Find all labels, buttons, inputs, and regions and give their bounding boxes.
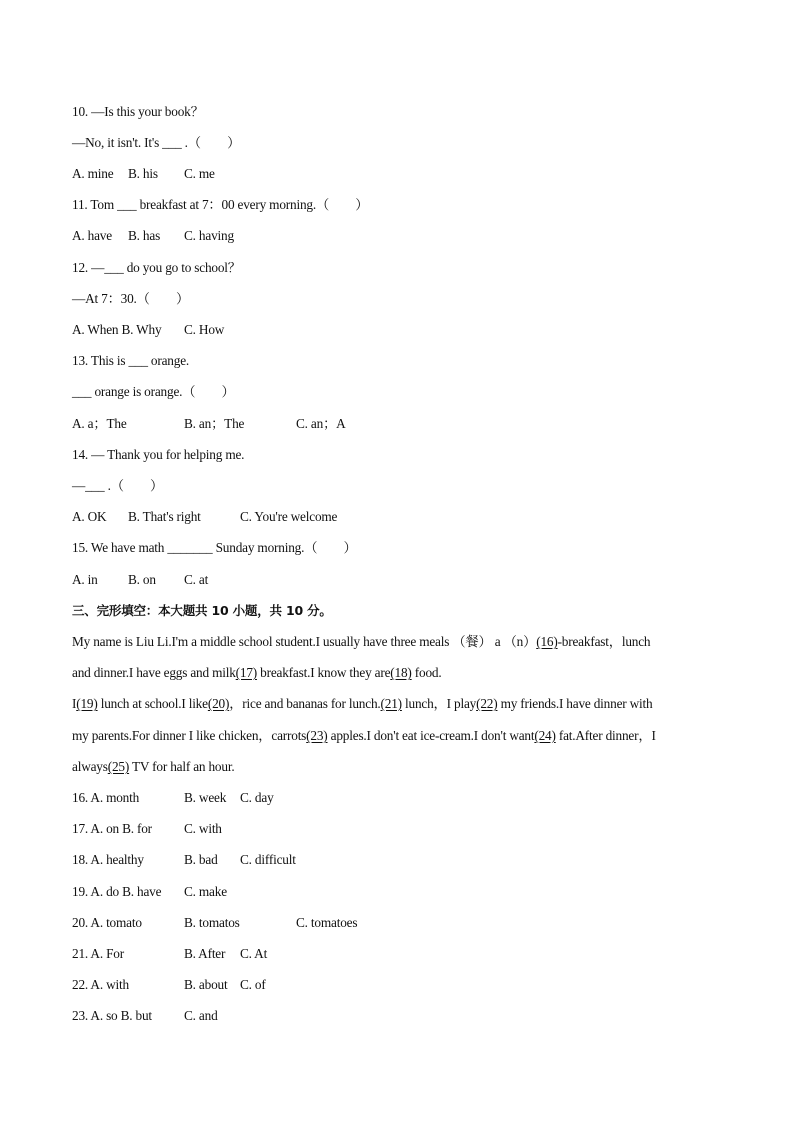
option-c: C. tomatoes [296, 915, 358, 930]
question-17-stem: 17. A. on B. for [72, 821, 152, 836]
question-13-reply: ___ orange is orange.（ ） [72, 384, 235, 399]
option-b: B. That's right [128, 509, 201, 524]
question-13-stem: 13. This is ___ orange. [72, 353, 190, 368]
option-ab: A. When B. Why [72, 322, 162, 337]
option-a: A. a；The [72, 416, 127, 431]
option-c: C. having [184, 228, 234, 243]
option-c: C. me [184, 166, 215, 181]
passage-text: lunch at school.I like [97, 696, 208, 711]
passage-line-4 [72, 728, 656, 744]
blank-18: (18) [390, 665, 412, 680]
passage-text: breakfast.I know they are [257, 665, 391, 680]
passage-text: I [72, 696, 77, 711]
option-c: C. At [240, 946, 268, 961]
blank-23: (23) [306, 728, 328, 743]
passage-text: ，rice and bananas for lunch. [229, 696, 381, 711]
question-21-stem: 21. A. For [72, 946, 124, 961]
option-b: B. on [128, 572, 156, 587]
option-c: C. of [240, 977, 266, 992]
passage-text: TV for half an hour. [129, 759, 235, 774]
question-19-stem: 19. A. do B. have [72, 884, 162, 899]
blank-25: (25) [107, 759, 130, 774]
passage-line-3 [72, 696, 652, 712]
blank-19: (19) [76, 696, 98, 711]
question-12-reply: —At 7：30.（ ） [72, 291, 190, 306]
blank-21: (21) [380, 696, 402, 711]
question-11-stem: 11. Tom ___ breakfast at 7：00 every morning.（ ） [72, 197, 369, 212]
option-b: B. bad [184, 852, 218, 867]
section-3-title: 三、完形填空：本大题共 10 小题，共 10 分。 [72, 603, 332, 618]
question-14-stem: 14. — Thank you for helping me. [72, 447, 245, 462]
question-23-stem: 23. A. so B. but [72, 1008, 152, 1023]
option-c: C. at [184, 572, 209, 587]
passage-text: and dinner.I have eggs and milk [72, 665, 236, 680]
option-b: B. an；The [184, 416, 245, 431]
option-a: A. mine [72, 166, 114, 181]
option-c: C. How [184, 322, 225, 337]
option-c: C. with [184, 821, 222, 836]
option-c: C. make [184, 884, 227, 899]
option-a: A. OK [72, 509, 107, 524]
question-10-reply: —No, it isn't. It's ___ .（ ） [72, 135, 241, 150]
option-c: C. difficult [240, 852, 296, 867]
passage-line-2 [72, 665, 441, 681]
blank-24: (24) [534, 728, 556, 743]
passage-line-1 [72, 634, 650, 650]
passage-text: my friends.I have dinner with [497, 696, 653, 711]
question-10-stem: 10. —Is this your book？ [72, 104, 204, 119]
passage-line-5 [72, 759, 234, 775]
passage-text: apples.I don't eat ice-cream.I don't want [327, 728, 535, 743]
blank-16: (16) [536, 634, 558, 649]
option-c: C. You're welcome [240, 509, 338, 524]
option-b: B. about [184, 977, 228, 992]
question-14-reply: —___ .（ ） [72, 478, 164, 493]
blank-22: (22) [476, 696, 498, 711]
question-22-stem: 22. A. with [72, 977, 129, 992]
option-c: C. and [184, 1008, 218, 1023]
question-15-stem: 15. We have math _______ Sunday morning.（ ） [72, 540, 357, 555]
passage-text: lunch，I play [401, 696, 477, 711]
passage-text: always [72, 759, 108, 774]
option-a: A. in [72, 572, 98, 587]
option-a: A. have [72, 228, 112, 243]
passage-text: My name is Liu Li.I'm a middle school student.I usually have three meals （餐） a （n） [72, 634, 537, 649]
question-12-stem: 12. —___ do you go to school？ [72, 260, 241, 275]
option-b: B. After [184, 946, 226, 961]
passage-text: -breakfast，lunch [557, 634, 651, 649]
option-c: C. day [240, 790, 274, 805]
option-b: B. has [128, 228, 161, 243]
passage-text: fat.After dinner，I [555, 728, 656, 743]
passage-text: my parents.For dinner I like chicken，carrots [72, 728, 307, 743]
question-16-stem: 16. A. month [72, 790, 140, 805]
option-c: C. an；A [296, 416, 346, 431]
passage-text: food. [411, 665, 442, 680]
option-b: B. week [184, 790, 227, 805]
option-b: B. tomatos [184, 915, 240, 930]
option-b: B. his [128, 166, 158, 181]
blank-20: (20) [207, 696, 230, 711]
question-18-stem: 18. A. healthy [72, 852, 144, 867]
blank-17: (17) [235, 665, 258, 680]
question-20-stem: 20. A. tomato [72, 915, 142, 930]
